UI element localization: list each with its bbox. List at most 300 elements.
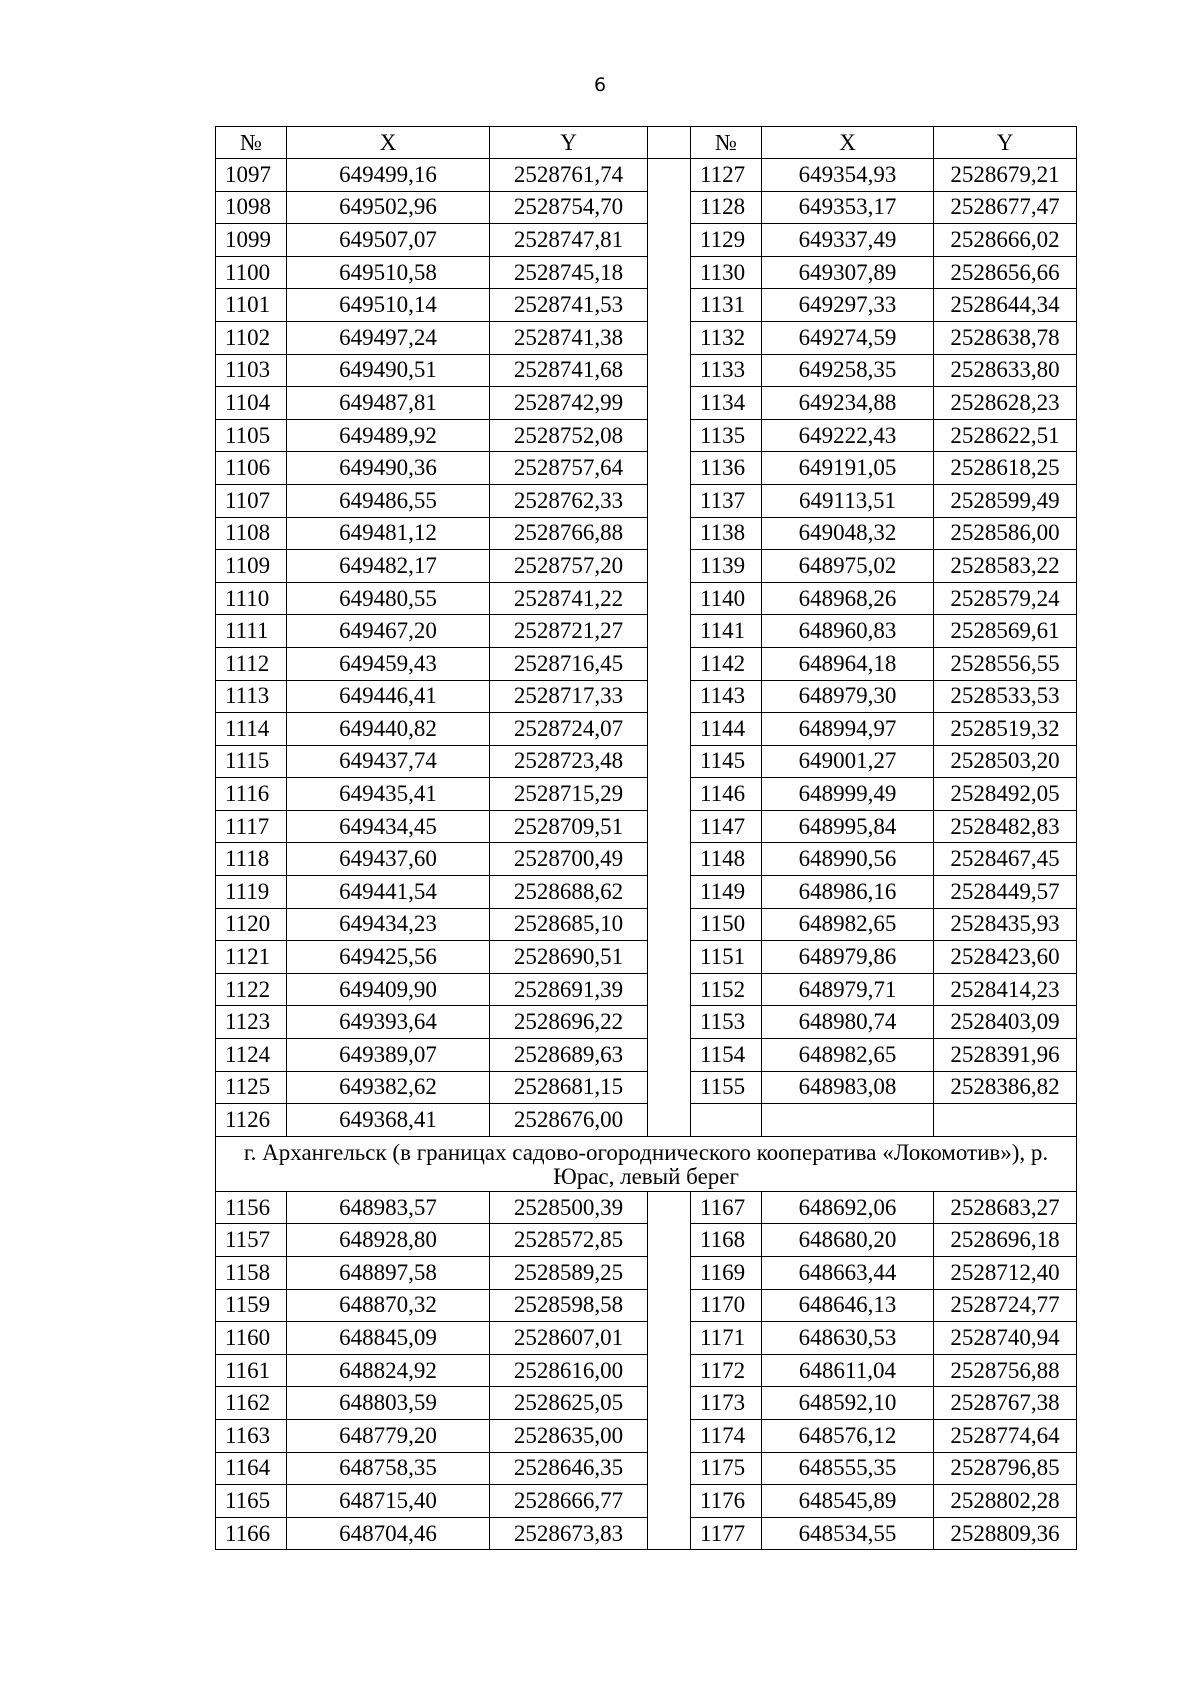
coord-x: 649486,55: [287, 484, 490, 517]
point-number: 1160: [216, 1322, 287, 1355]
coord-x: 649307,89: [762, 256, 934, 289]
table-row: [216, 1485, 1077, 1518]
point-number: 1138: [691, 517, 762, 550]
spacer-cell: [648, 550, 691, 583]
coord-x: 648534,55: [762, 1517, 934, 1550]
table-row: [216, 517, 1077, 550]
coord-y: 2528666,02: [934, 224, 1077, 257]
coord-x: 648646,13: [762, 1289, 934, 1322]
coord-x: 649482,17: [287, 550, 490, 583]
coord-x: 648663,44: [762, 1257, 934, 1290]
coord-y: 2528569,61: [934, 615, 1077, 648]
coord-x: 648986,16: [762, 876, 934, 909]
coord-x: 648960,83: [762, 615, 934, 648]
coord-x: 648968,26: [762, 582, 934, 615]
header-y-right: Y: [934, 127, 1077, 159]
coord-y: 2528607,01: [490, 1322, 648, 1355]
coord-x: 648845,09: [287, 1322, 490, 1355]
point-number: 1172: [691, 1354, 762, 1387]
coord-x: 649441,54: [287, 876, 490, 909]
coord-x: 649113,51: [762, 484, 934, 517]
coord-x: 649393,64: [287, 1006, 490, 1039]
point-number: 1123: [216, 1006, 287, 1039]
table-row: [216, 1517, 1077, 1550]
table-row: [216, 419, 1077, 452]
point-number: 1170: [691, 1289, 762, 1322]
coord-x: 649435,41: [287, 778, 490, 811]
point-number: 1107: [216, 484, 287, 517]
coord-x: 649297,33: [762, 289, 934, 322]
coord-y: 2528679,21: [934, 159, 1077, 192]
spacer-cell: [648, 1419, 691, 1452]
point-number: 1144: [691, 713, 762, 746]
header-x-left: X: [287, 127, 490, 159]
point-number: 1161: [216, 1354, 287, 1387]
coord-y: 2528503,20: [934, 745, 1077, 778]
point-number: 1164: [216, 1452, 287, 1485]
coord-y: 2528386,82: [934, 1071, 1077, 1104]
point-number: 1104: [216, 387, 287, 420]
point-number: 1168: [691, 1224, 762, 1257]
coord-y: 2528599,49: [934, 484, 1077, 517]
spacer-cell: [648, 517, 691, 550]
point-number: 1121: [216, 941, 287, 974]
coord-y: 2528747,81: [490, 224, 648, 257]
coord-y: 2528685,10: [490, 908, 648, 941]
point-number: 1112: [216, 647, 287, 680]
coord-x: 649437,74: [287, 745, 490, 778]
table-row: [216, 647, 1077, 680]
point-number: 1151: [691, 941, 762, 974]
table-row: [216, 289, 1077, 322]
point-number: 1171: [691, 1322, 762, 1355]
spacer-cell: [648, 1039, 691, 1072]
coord-y: 2528646,35: [490, 1452, 648, 1485]
point-number: 1115: [216, 745, 287, 778]
coord-y: 2528757,20: [490, 550, 648, 583]
spacer-cell: [648, 680, 691, 713]
spacer-cell: [648, 973, 691, 1006]
point-number: [691, 1104, 762, 1137]
coord-x: 648692,06: [762, 1191, 934, 1224]
coord-y: 2528802,28: [934, 1485, 1077, 1518]
point-number: 1125: [216, 1071, 287, 1104]
spacer-cell: [648, 1322, 691, 1355]
point-number: 1103: [216, 354, 287, 387]
coord-x: 648982,65: [762, 1039, 934, 1072]
coord-y: 2528435,93: [934, 908, 1077, 941]
spacer-cell: [648, 615, 691, 648]
table-row: [216, 908, 1077, 941]
coord-x: 648870,32: [287, 1289, 490, 1322]
coord-x: 649510,14: [287, 289, 490, 322]
coord-x: 648715,40: [287, 1485, 490, 1518]
coord-y: 2528598,58: [490, 1289, 648, 1322]
coord-x: 648990,56: [762, 843, 934, 876]
spacer-cell: [648, 256, 691, 289]
header-y-left: Y: [490, 127, 648, 159]
point-number: 1109: [216, 550, 287, 583]
point-number: 1133: [691, 354, 762, 387]
coord-x: 648824,92: [287, 1354, 490, 1387]
coord-y: 2528391,96: [934, 1039, 1077, 1072]
table-row: [216, 876, 1077, 909]
spacer-cell: [648, 1289, 691, 1322]
coord-x: 648576,12: [762, 1419, 934, 1452]
point-number: 1111: [216, 615, 287, 648]
point-number: 1128: [691, 191, 762, 224]
point-number: 1108: [216, 517, 287, 550]
coord-x: 648975,02: [762, 550, 934, 583]
point-number: 1140: [691, 582, 762, 615]
point-number: 1135: [691, 419, 762, 452]
coord-x: 649353,17: [762, 191, 934, 224]
coord-y: 2528721,27: [490, 615, 648, 648]
table-row: [216, 550, 1077, 583]
coord-y: 2528403,09: [934, 1006, 1077, 1039]
coord-y: 2528625,05: [490, 1387, 648, 1420]
coord-y: 2528715,29: [490, 778, 648, 811]
point-number: 1157: [216, 1224, 287, 1257]
point-number: 1141: [691, 615, 762, 648]
point-number: 1159: [216, 1289, 287, 1322]
coord-x: 649191,05: [762, 452, 934, 485]
coord-y: 2528712,40: [934, 1257, 1077, 1290]
coord-x: 648704,46: [287, 1517, 490, 1550]
point-number: 1110: [216, 582, 287, 615]
spacer-cell: [648, 582, 691, 615]
coord-x: 649258,35: [762, 354, 934, 387]
coord-y: 2528756,88: [934, 1354, 1077, 1387]
table-row: [216, 1257, 1077, 1290]
spacer-cell: [648, 1006, 691, 1039]
section-caption-row: [216, 1136, 1077, 1191]
coord-x: 648555,35: [762, 1452, 934, 1485]
point-number: 1163: [216, 1419, 287, 1452]
table-row: [216, 1452, 1077, 1485]
point-number: 1150: [691, 908, 762, 941]
coord-y: 2528762,33: [490, 484, 648, 517]
point-number: 1101: [216, 289, 287, 322]
coord-x: 648897,58: [287, 1257, 490, 1290]
coord-x: 649489,92: [287, 419, 490, 452]
coord-y: 2528752,08: [490, 419, 648, 452]
spacer-cell: [648, 452, 691, 485]
coord-y: 2528742,99: [490, 387, 648, 420]
point-number: 1124: [216, 1039, 287, 1072]
table-row: [216, 159, 1077, 192]
coord-y: 2528683,27: [934, 1191, 1077, 1224]
coord-y: 2528700,49: [490, 843, 648, 876]
coord-y: 2528492,05: [934, 778, 1077, 811]
coord-x: 649222,43: [762, 419, 934, 452]
coord-y: 2528644,34: [934, 289, 1077, 322]
coord-x: 649446,41: [287, 680, 490, 713]
table-row: [216, 778, 1077, 811]
point-number: 1147: [691, 810, 762, 843]
coord-y: 2528796,85: [934, 1452, 1077, 1485]
point-number: 1158: [216, 1257, 287, 1290]
section-2-caption-body: [216, 1136, 1077, 1191]
coord-x: 648545,89: [762, 1485, 934, 1518]
point-number: 1117: [216, 810, 287, 843]
spacer-cell: [648, 1387, 691, 1420]
coord-y: 2528635,00: [490, 1419, 648, 1452]
point-number: 1122: [216, 973, 287, 1006]
table-row: [216, 1289, 1077, 1322]
spacer-cell: [648, 224, 691, 257]
coord-x: 649434,45: [287, 810, 490, 843]
coord-y: 2528741,68: [490, 354, 648, 387]
coord-y: 2528740,94: [934, 1322, 1077, 1355]
coord-y: 2528761,74: [490, 159, 648, 192]
point-number: 1169: [691, 1257, 762, 1290]
header-x-right: X: [762, 127, 934, 159]
coord-y: 2528616,00: [490, 1354, 648, 1387]
spacer-cell: [648, 1257, 691, 1290]
coord-x: 649354,93: [762, 159, 934, 192]
point-number: 1177: [691, 1517, 762, 1550]
page-number: 6: [593, 74, 607, 96]
coord-x: 648979,71: [762, 973, 934, 1006]
coord-y: 2528583,22: [934, 550, 1077, 583]
coord-y: 2528500,39: [490, 1191, 648, 1224]
point-number: 1148: [691, 843, 762, 876]
coord-x: 648680,20: [762, 1224, 934, 1257]
table-row: [216, 387, 1077, 420]
coord-y: 2528696,22: [490, 1006, 648, 1039]
coord-x: 648803,59: [287, 1387, 490, 1420]
coord-x: 649425,56: [287, 941, 490, 974]
coord-x: 649368,41: [287, 1104, 490, 1137]
point-number: 1165: [216, 1485, 287, 1518]
coord-y: 2528745,18: [490, 256, 648, 289]
coord-y: 2528809,36: [934, 1517, 1077, 1550]
coord-y: 2528519,32: [934, 713, 1077, 746]
spacer-cell: [648, 1224, 691, 1257]
coord-y: 2528681,15: [490, 1071, 648, 1104]
point-number: 1134: [691, 387, 762, 420]
coord-x: 649490,36: [287, 452, 490, 485]
table-row: [216, 1191, 1077, 1224]
coord-x: 649382,62: [287, 1071, 490, 1104]
coord-y: 2528741,38: [490, 321, 648, 354]
point-number: 1118: [216, 843, 287, 876]
coord-x: 649480,55: [287, 582, 490, 615]
coord-y: 2528666,77: [490, 1485, 648, 1518]
table-row: [216, 745, 1077, 778]
point-number: 1130: [691, 256, 762, 289]
coord-y: 2528690,51: [490, 941, 648, 974]
table-row: [216, 1104, 1077, 1137]
spacer-cell: [648, 810, 691, 843]
section-2-rows: [216, 1191, 1077, 1550]
coord-y: 2528724,77: [934, 1289, 1077, 1322]
point-number: 1127: [691, 159, 762, 192]
coord-y: 2528622,51: [934, 419, 1077, 452]
coord-y: 2528741,22: [490, 582, 648, 615]
coord-y: 2528696,18: [934, 1224, 1077, 1257]
spacer-cell: [648, 321, 691, 354]
point-number: 1120: [216, 908, 287, 941]
coord-y: 2528691,39: [490, 973, 648, 1006]
coord-y: 2528533,53: [934, 680, 1077, 713]
coord-x: 649502,96: [287, 191, 490, 224]
table-row: [216, 1387, 1077, 1420]
coord-y: 2528766,88: [490, 517, 648, 550]
point-number: 1153: [691, 1006, 762, 1039]
table-row: [216, 1071, 1077, 1104]
point-number: 1126: [216, 1104, 287, 1137]
point-number: 1136: [691, 452, 762, 485]
coord-x: 649234,88: [762, 387, 934, 420]
coord-x: 649499,16: [287, 159, 490, 192]
table-row: [216, 354, 1077, 387]
spacer-cell: [648, 713, 691, 746]
coord-y: 2528449,57: [934, 876, 1077, 909]
coord-x: 648964,18: [762, 647, 934, 680]
table-row: [216, 256, 1077, 289]
spacer-cell: [648, 647, 691, 680]
coord-y: 2528656,66: [934, 256, 1077, 289]
coord-y: 2528638,78: [934, 321, 1077, 354]
coord-y: 2528423,60: [934, 941, 1077, 974]
spacer-cell: [648, 1354, 691, 1387]
coord-x: 649048,32: [762, 517, 934, 550]
coord-y: 2528688,62: [490, 876, 648, 909]
point-number: 1173: [691, 1387, 762, 1420]
point-number: 1129: [691, 224, 762, 257]
point-number: 1175: [691, 1452, 762, 1485]
spacer-cell: [648, 1191, 691, 1224]
coord-y: 2528628,23: [934, 387, 1077, 420]
coord-x: 648779,20: [287, 1419, 490, 1452]
coord-y: 2528673,83: [490, 1517, 648, 1550]
point-number: 1099: [216, 224, 287, 257]
coord-y: 2528589,25: [490, 1257, 648, 1290]
header-number-right: №: [691, 127, 762, 159]
coord-x: 649510,58: [287, 256, 490, 289]
coord-x: 648928,80: [287, 1224, 490, 1257]
spacer-cell: [648, 843, 691, 876]
table-row: [216, 1224, 1077, 1257]
table-row: [216, 1006, 1077, 1039]
coord-x: 649481,12: [287, 517, 490, 550]
coord-x: 648980,74: [762, 1006, 934, 1039]
point-number: 1143: [691, 680, 762, 713]
coord-x: 648983,57: [287, 1191, 490, 1224]
coord-x: 649467,20: [287, 615, 490, 648]
coord-x: 649437,60: [287, 843, 490, 876]
coord-x: 648994,97: [762, 713, 934, 746]
point-number: 1105: [216, 419, 287, 452]
coord-x: [762, 1104, 934, 1137]
table-row: [216, 1039, 1077, 1072]
section-1-rows: [216, 159, 1077, 1137]
spacer-cell: [648, 191, 691, 224]
point-number: 1156: [216, 1191, 287, 1224]
coord-x: 648995,84: [762, 810, 934, 843]
coord-x: 648592,10: [762, 1387, 934, 1420]
coord-y: 2528724,07: [490, 713, 648, 746]
coord-y: 2528414,23: [934, 973, 1077, 1006]
spacer-cell: [648, 1485, 691, 1518]
coord-y: 2528723,48: [490, 745, 648, 778]
coord-x: 648758,35: [287, 1452, 490, 1485]
table-row: [216, 680, 1077, 713]
coord-y: 2528767,38: [934, 1387, 1077, 1420]
point-number: 1097: [216, 159, 287, 192]
coord-y: 2528572,85: [490, 1224, 648, 1257]
table-row: [216, 973, 1077, 1006]
point-number: 1116: [216, 778, 287, 811]
table-row: [216, 615, 1077, 648]
coord-x: 649507,07: [287, 224, 490, 257]
point-number: 1166: [216, 1517, 287, 1550]
coord-x: 648630,53: [762, 1322, 934, 1355]
coord-y: [934, 1104, 1077, 1137]
coord-y: 2528633,80: [934, 354, 1077, 387]
coord-x: 648979,30: [762, 680, 934, 713]
table-row: [216, 452, 1077, 485]
spacer-cell: [648, 419, 691, 452]
coord-x: 649337,49: [762, 224, 934, 257]
point-number: 1100: [216, 256, 287, 289]
coord-y: 2528676,00: [490, 1104, 648, 1137]
table-row: [216, 843, 1077, 876]
point-number: 1132: [691, 321, 762, 354]
coordinates-table: [215, 126, 1077, 1550]
coord-y: 2528556,55: [934, 647, 1077, 680]
spacer-cell: [648, 941, 691, 974]
spacer-cell: [648, 387, 691, 420]
coord-y: 2528467,45: [934, 843, 1077, 876]
point-number: 1167: [691, 1191, 762, 1224]
coord-y: 2528757,64: [490, 452, 648, 485]
table-row: [216, 941, 1077, 974]
coord-x: 649490,51: [287, 354, 490, 387]
point-number: 1119: [216, 876, 287, 909]
spacer-cell: [648, 1452, 691, 1485]
coord-y: 2528717,33: [490, 680, 648, 713]
table-row: [216, 1322, 1077, 1355]
spacer-cell: [648, 159, 691, 192]
point-number: 1154: [691, 1039, 762, 1072]
coord-x: 649274,59: [762, 321, 934, 354]
coord-x: 649434,23: [287, 908, 490, 941]
header-spacer: [648, 127, 691, 159]
coord-y: 2528586,00: [934, 517, 1077, 550]
coord-x: 649497,24: [287, 321, 490, 354]
table-row: [216, 1419, 1077, 1452]
spacer-cell: [648, 745, 691, 778]
spacer-cell: [648, 876, 691, 909]
table-row: [216, 713, 1077, 746]
point-number: 1137: [691, 484, 762, 517]
coord-y: 2528677,47: [934, 191, 1077, 224]
table-header-row: [216, 127, 1077, 159]
table-row: [216, 582, 1077, 615]
point-number: 1149: [691, 876, 762, 909]
coord-x: 649440,82: [287, 713, 490, 746]
section-caption: г. Архангельск (в границах садово-огороднического кооператива «Локомотив»), р. Юрас, левый берег: [216, 1136, 1077, 1191]
table-row: [216, 224, 1077, 257]
table-row: [216, 484, 1077, 517]
table-row: [216, 321, 1077, 354]
point-number: 1145: [691, 745, 762, 778]
point-number: 1152: [691, 973, 762, 1006]
spacer-cell: [648, 484, 691, 517]
